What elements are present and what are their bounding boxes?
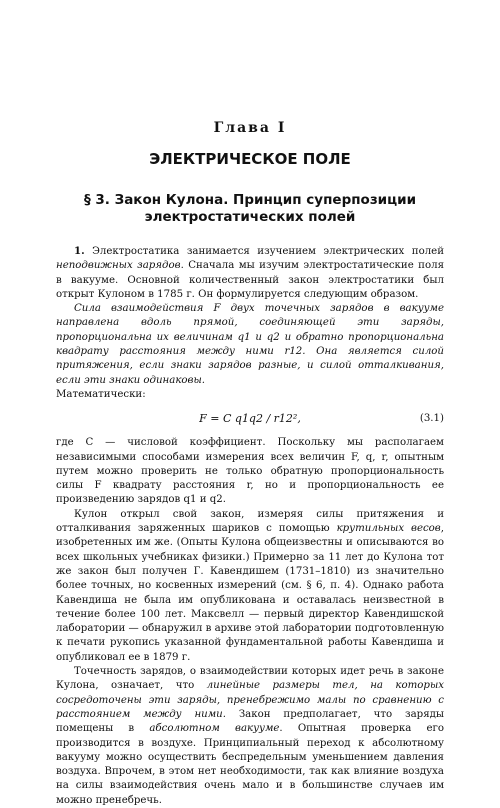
p5-text-italic-1: линейные размеры тел, на которых сосредоточены эти заряды, пренебрежимо малы по сравнению с расстоянием между ними — [56, 680, 444, 720]
formula-row — [56, 404, 444, 434]
p1-text-a: Электростатика занимается изучением электрических полей — [84, 246, 444, 257]
section-title-line1: § 3. Закон Кулона. Принцип суперпозиции — [83, 192, 417, 208]
paragraph-3: где C — числовой коэффициент. Поскольку мы располагаем независимыми способами измерения всех величин F, q, r, опытным путем можно проверить не только обратную пропорциональность силы F квадрату расстояния r, но и пропорциональность ее произведению зарядов q1 и q2. — [56, 437, 444, 506]
p5-text-italic-2: абсолютном вакууме — [149, 723, 280, 735]
p1-text-italic: неподвижных зарядов — [56, 260, 181, 272]
paragraph-2-law: Сила взаимодействия F двух точечных зарядов в вакууме направлена вдоль прямой, соединяющей эти заряды, пропорциональна их величинам q1 и q2 и обратно пропорциональна квадрату расстояния между ними r12. Она является силой притяжения, если знаки зарядов разные, и силой отталкивания, если эти знаки одинаковы. — [56, 303, 444, 386]
p4-text-italic: крутильных весов — [336, 523, 441, 535]
paragraph-2-tail: Математически: — [56, 388, 146, 400]
chapter-title: ЭЛЕКТРИЧЕСКОЕ ПОЛЕ — [149, 150, 351, 168]
chapter-label: Глава I — [213, 120, 287, 136]
section-title-line2: электростатических полей — [144, 209, 356, 225]
p5-text-c: . Закон предполагает, что заряды помещены в — [56, 708, 444, 735]
paragraph-1 — [56, 244, 444, 302]
p5-text-e: . Опытная проверка его производится в воздухе. Принципиальный переход к абсолютному вакууму можно осуществить беспредельным уменьшением давления воздуха. Впрочем, в этом нет необходимости, так как влияние воздуха на силы взаимодействия очень мало и в большинстве случаев им можно пренебречь. — [56, 723, 444, 806]
p5-text-a: Точечность зарядов, о взаимодействии которых идет речь в законе Кулона, означает, что — [56, 666, 444, 692]
formula-text: F = C q1q2 / r12², — [199, 412, 301, 426]
paragraph-5 — [56, 665, 444, 808]
p1-text-c: . Сначала мы изучим электростатические поля в вакууме. Основной количественный закон электростатики был открыт Кулоном в 1785 г. Он формулируется следующим образом. — [56, 260, 445, 300]
paragraph-number: 1. — [74, 245, 85, 257]
p4-text-c: , изобретенных им же. (Опыты Кулона общеизвестны и описываются во всех школьных учебниках физики.) Примерно за 11 лет до Кулона тот же закон был получен Г. Кавендишем (1731–1810) из значительно более точных, но косвенных измерений (см. § 6, п. 4). Однако работа Кавендиша не была им опубликована и оставалась неизвестной в течение более 100 лет. Максвелл — первый директор Кавендишской лаборатории — обнаружил в архиве этой лаборатории подготовленную к печати рукопись указанной фундаментальной работы Кавендиша и опубликовал ее в 1879 г. — [56, 523, 444, 663]
equation-number: (3.1) — [419, 413, 444, 425]
coulomb-formula — [199, 412, 301, 426]
paragraph-4 — [56, 508, 444, 665]
section-title — [56, 192, 444, 226]
body-text — [56, 244, 444, 808]
p4-text-a: Кулон открыл свой закон, измеряя силы притяжения и отталкивания заряженных шариков с помощью — [56, 508, 444, 535]
